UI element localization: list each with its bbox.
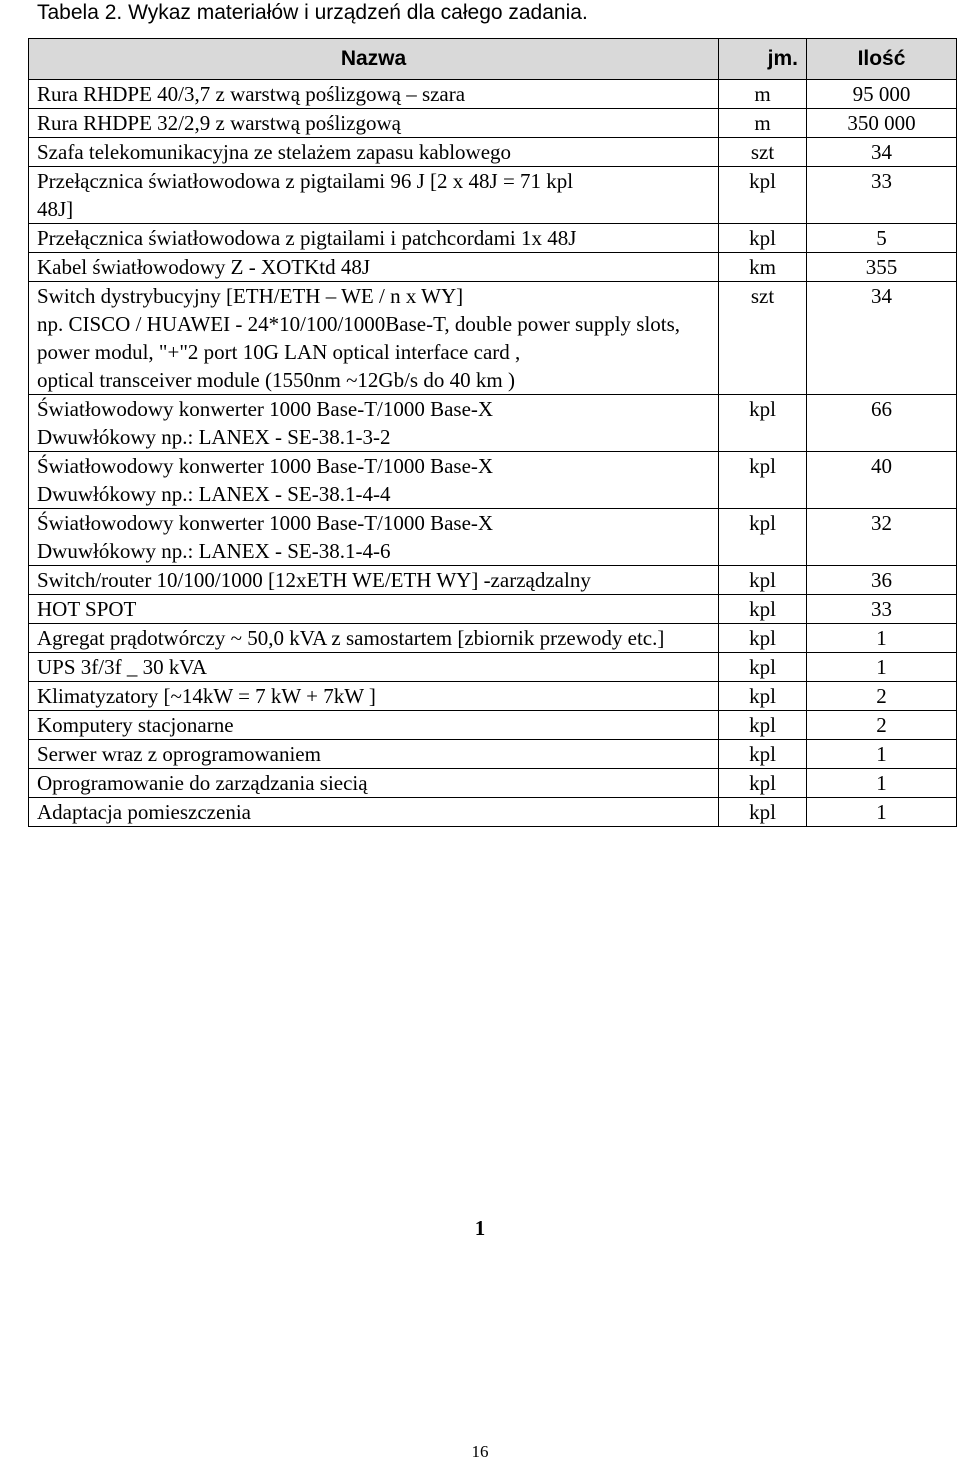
cell-unit-text: kpl: [749, 169, 776, 193]
cell-unit-text: kpl: [749, 684, 776, 708]
cell-quantity: [807, 452, 957, 509]
table-caption: Tabela 2. Wykaz materiałów i urządzeń dla całego zadania.: [37, 1, 588, 24]
cell-name: [29, 224, 719, 253]
cell-quantity-text: 2: [876, 684, 887, 708]
cell-quantity-text: 1: [876, 655, 887, 679]
cell-name: [29, 167, 719, 224]
cell-name: [29, 740, 719, 769]
cell-name-text: Komputery stacjonarne: [37, 713, 234, 737]
cell-quantity-text: 33: [871, 597, 892, 621]
table-row: [29, 682, 957, 711]
table-row: [29, 109, 957, 138]
cell-name-text: Światłowodowy konwerter 1000 Base-T/1000 Base-X Dwuwłókowy np.: LANEX - SE-38.1-4-4: [37, 454, 494, 506]
cell-quantity: [807, 798, 957, 827]
cell-quantity-text: 34: [871, 284, 892, 308]
table-row: [29, 80, 957, 109]
materials-table: [28, 38, 957, 827]
table-row: [29, 798, 957, 827]
cell-name-text: Serwer wraz z oprogramowaniem: [37, 742, 321, 766]
cell-unit-text: kpl: [749, 597, 776, 621]
cell-name: [29, 595, 719, 624]
cell-quantity-text: 1: [876, 626, 887, 650]
page-number: 16: [471, 1442, 489, 1461]
cell-name: [29, 624, 719, 653]
cell-unit-text: szt: [750, 284, 775, 308]
cell-unit: [719, 138, 807, 167]
cell-name-text: Rura RHDPE 32/2,9 z warstwą poślizgową: [37, 111, 401, 135]
table-row: [29, 740, 957, 769]
cell-unit-text: kpl: [749, 226, 776, 250]
table-row: [29, 595, 957, 624]
cell-quantity-text: 95 000: [852, 82, 911, 106]
cell-quantity: [807, 224, 957, 253]
cell-quantity-text: 34: [871, 140, 892, 164]
cell-name: [29, 769, 719, 798]
cell-unit: [719, 253, 807, 282]
cell-unit: [719, 740, 807, 769]
cell-name-text: UPS 3f/3f _ 30 kVA: [37, 655, 207, 679]
cell-name: [29, 509, 719, 566]
cell-quantity-text: 1: [876, 742, 887, 766]
cell-name: [29, 395, 719, 452]
cell-unit: [719, 653, 807, 682]
cell-quantity-text: 36: [871, 568, 892, 592]
table-row: [29, 282, 957, 395]
cell-unit-text: kpl: [749, 655, 776, 679]
cell-quantity-text: 5: [876, 226, 887, 250]
cell-unit: [719, 595, 807, 624]
cell-quantity: [807, 395, 957, 452]
column-header-quantity: Ilość: [807, 39, 957, 80]
cell-quantity: [807, 653, 957, 682]
cell-unit: [719, 566, 807, 595]
cell-name-text: Przełącznica światłowodowa z pigtailami i patchcordami 1x 48J: [37, 226, 577, 250]
cell-unit: [719, 711, 807, 740]
cell-quantity: [807, 682, 957, 711]
cell-name: [29, 80, 719, 109]
cell-quantity: [807, 253, 957, 282]
table-row: [29, 224, 957, 253]
column-header-name: Nazwa: [29, 39, 719, 80]
cell-name-text: Szafa telekomunikacyjna ze stelażem zapasu kablowego: [37, 140, 512, 164]
cell-name-text: Adaptacja pomieszczenia: [37, 800, 251, 824]
table-row: [29, 452, 957, 509]
cell-name-text: Rura RHDPE 40/3,7 z warstwą poślizgową – szara: [37, 82, 466, 106]
cell-name: [29, 711, 719, 740]
cell-quantity: [807, 566, 957, 595]
cell-name-text: Switch/router 10/100/1000 [12xETH WE/ETH WY] -zarządzalny: [37, 568, 591, 592]
cell-quantity-text: 1: [876, 800, 887, 824]
table-row: [29, 711, 957, 740]
table-row: [29, 624, 957, 653]
cell-name-text: HOT SPOT: [37, 597, 137, 621]
cell-quantity-text: 1: [876, 771, 887, 795]
cell-unit: [719, 282, 807, 395]
cell-unit: [719, 395, 807, 452]
cell-quantity: [807, 769, 957, 798]
cell-quantity-text: 33: [871, 169, 892, 193]
cell-unit: [719, 80, 807, 109]
cell-quantity: [807, 138, 957, 167]
cell-quantity: [807, 624, 957, 653]
cell-name: [29, 109, 719, 138]
table-row: [29, 253, 957, 282]
table-row: [29, 653, 957, 682]
cell-unit: [719, 682, 807, 711]
cell-quantity: [807, 711, 957, 740]
cell-name: [29, 452, 719, 509]
cell-name-text: Switch dystrybucyjny [ETH/ETH – WE / n x WY] np. CISCO / HUAWEI - 24*10/100/1000Base-T, double power supply slots, power modul, "+"2 port 10G LAN optical interface card , optical transceiver module (1550nm ~12Gb/s do 40 km ): [37, 284, 681, 392]
cell-unit-text: szt: [750, 140, 775, 164]
cell-name: [29, 138, 719, 167]
cell-name: [29, 682, 719, 711]
cell-unit: [719, 769, 807, 798]
cell-unit: [719, 167, 807, 224]
cell-name: [29, 566, 719, 595]
cell-unit: [719, 452, 807, 509]
cell-name: [29, 653, 719, 682]
cell-quantity-text: 2: [876, 713, 887, 737]
cell-unit: [719, 798, 807, 827]
table-header-row: [29, 39, 957, 80]
cell-name: [29, 798, 719, 827]
cell-quantity-text: 350 000: [847, 111, 916, 135]
cell-name: [29, 282, 719, 395]
cell-unit-text: m: [754, 82, 771, 106]
cell-quantity: [807, 282, 957, 395]
table-row: [29, 769, 957, 798]
cell-unit: [719, 109, 807, 138]
cell-quantity-text: 355: [865, 255, 898, 279]
cell-unit-text: kpl: [749, 511, 776, 535]
cell-name-text: Światłowodowy konwerter 1000 Base-T/1000 Base-X Dwuwłókowy np.: LANEX - SE-38.1-4-6: [37, 511, 494, 563]
cell-quantity: [807, 509, 957, 566]
cell-unit-text: m: [754, 111, 771, 135]
cell-quantity: [807, 109, 957, 138]
cell-unit-text: kpl: [749, 454, 776, 478]
cell-name-text: Klimatyzatory [~14kW = 7 kW + 7kW ]: [37, 684, 376, 708]
cell-quantity-text: 40: [871, 454, 892, 478]
cell-unit-text: kpl: [749, 771, 776, 795]
cell-unit-text: kpl: [749, 713, 776, 737]
cell-quantity-text: 32: [871, 511, 892, 535]
cell-unit-text: kpl: [749, 742, 776, 766]
column-header-unit: jm.: [719, 39, 807, 80]
cell-quantity-text: 66: [871, 397, 892, 421]
cell-quantity: [807, 595, 957, 624]
cell-unit-text: km: [749, 255, 776, 279]
cell-unit: [719, 509, 807, 566]
table-row: [29, 566, 957, 595]
cell-name-text: Światłowodowy konwerter 1000 Base-T/1000 Base-X Dwuwłókowy np.: LANEX - SE-38.1-3-2: [37, 397, 494, 449]
table-row: [29, 138, 957, 167]
cell-unit: [719, 624, 807, 653]
cell-quantity: [807, 80, 957, 109]
table-body: [29, 80, 957, 827]
cell-name-text: Oprogramowanie do zarządzania siecią: [37, 771, 368, 795]
table-row: [29, 167, 957, 224]
cell-name-text: Przełącznica światłowodowa z pigtailami 96 J [2 x 48J = 71 kpl 48J]: [37, 169, 574, 221]
cell-quantity: [807, 740, 957, 769]
table-row: [29, 395, 957, 452]
cell-name-text: Agregat prądotwórczy ~ 50,0 kVA z samostartem [zbiornik przewody etc.]: [37, 626, 665, 650]
section-page-marker: 1: [474, 1216, 486, 1240]
cell-name-text: Kabel światłowodowy Z - XOTKtd 48J: [37, 255, 371, 279]
cell-unit: [719, 224, 807, 253]
cell-unit-text: kpl: [749, 626, 776, 650]
table-row: [29, 509, 957, 566]
cell-unit-text: kpl: [749, 568, 776, 592]
cell-unit-text: kpl: [749, 800, 776, 824]
cell-quantity: [807, 167, 957, 224]
cell-unit-text: kpl: [749, 397, 776, 421]
cell-name: [29, 253, 719, 282]
